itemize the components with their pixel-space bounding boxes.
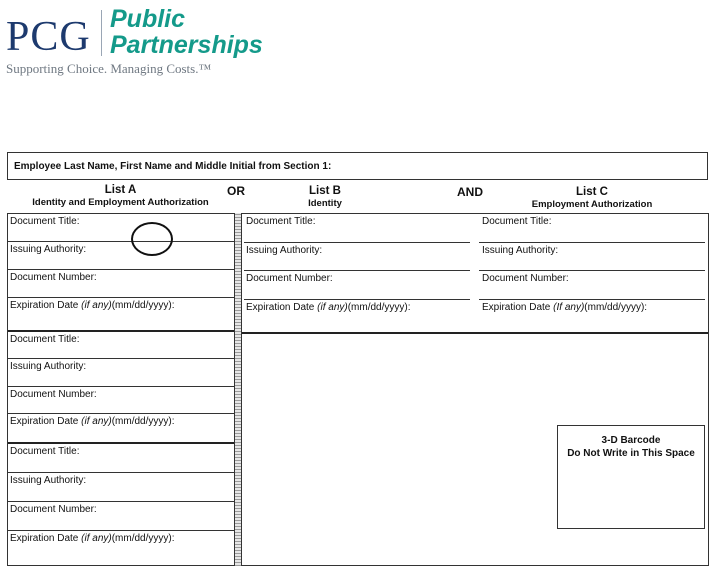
field-label: Expiration Date <box>246 302 318 313</box>
field-label: Issuing Authority: <box>10 475 87 486</box>
or-connector: OR <box>227 184 245 198</box>
logo-partnerships-text: Partnerships <box>110 31 263 59</box>
list-b-heading <box>245 185 405 209</box>
list-a-subtitle: Identity and Employment Authorization <box>32 197 209 208</box>
field-label-italic: (if any) <box>81 533 112 544</box>
pcg-public-partnerships-logo <box>6 4 306 80</box>
list-c-subtitle: Employment Authorization <box>531 199 653 210</box>
field-label: Document Title: <box>246 216 316 227</box>
list-c-underline <box>479 242 705 243</box>
employee-name-label: Employee Last Name, First Name and Middle Initial from Section 1: <box>14 161 332 172</box>
list-a-column <box>7 213 234 566</box>
list-b-title: List B <box>309 185 341 197</box>
field-label: Issuing Authority: <box>10 244 87 255</box>
field-label: Issuing Authority: <box>482 245 559 256</box>
document-title-field[interactable] <box>8 214 235 242</box>
list-c-document-title-field[interactable] <box>480 216 702 227</box>
list-b-document-number-field[interactable] <box>244 273 466 284</box>
barcode-box <box>557 425 705 529</box>
barcode-title: 3-D Barcode <box>601 435 661 446</box>
field-label: Document Title: <box>10 216 80 227</box>
field-label-italic: (if any) <box>81 416 112 427</box>
barcode-instruction: Do Not Write in This Space <box>567 448 695 459</box>
field-label: Document Title: <box>482 216 552 227</box>
list-b-underline <box>244 299 470 300</box>
list-a-title: List A <box>104 184 137 196</box>
field-label-tail: (mm/dd/yyyy): <box>347 302 411 313</box>
document-title-field[interactable] <box>8 444 235 473</box>
list-c-issuing-authority-field[interactable] <box>480 245 702 256</box>
list-c-heading <box>482 186 702 210</box>
field-label: Expiration Date <box>10 533 82 544</box>
expiration-date-field[interactable] <box>8 298 235 332</box>
document-number-field[interactable] <box>8 502 235 531</box>
document-number-field[interactable] <box>8 387 235 414</box>
field-label: Document Number: <box>10 272 97 283</box>
and-connector: AND <box>457 185 483 199</box>
field-label: Document Number: <box>246 273 333 284</box>
list-b-expiration-date-field[interactable] <box>244 302 466 313</box>
list-c-underline <box>479 270 705 271</box>
list-b-underline <box>244 270 470 271</box>
list-b-issuing-authority-field[interactable] <box>244 245 466 256</box>
field-label: Expiration Date <box>482 302 554 313</box>
document-title-field[interactable] <box>8 332 235 359</box>
list-c-document-number-field[interactable] <box>480 273 702 284</box>
list-b-c-bottom-rule <box>242 332 708 334</box>
field-label-tail: (mm/dd/yyyy): <box>584 302 648 313</box>
field-label: Document Number: <box>10 504 97 515</box>
field-label-tail: (mm/dd/yyyy): <box>111 300 175 311</box>
field-label: Expiration Date <box>10 416 82 427</box>
expiration-date-field[interactable] <box>8 414 235 444</box>
list-c-underline <box>479 299 705 300</box>
column-separator <box>234 213 242 566</box>
logo-divider <box>101 10 102 56</box>
field-label-tail: (mm/dd/yyyy): <box>111 533 175 544</box>
list-c-expiration-date-field[interactable] <box>480 302 702 313</box>
employee-name-field[interactable] <box>7 152 708 180</box>
field-label-italic: (if any) <box>81 300 112 311</box>
field-label: Document Title: <box>10 446 80 457</box>
expiration-date-field[interactable] <box>8 531 235 565</box>
issuing-authority-field[interactable] <box>8 473 235 502</box>
field-label-italic: (if any) <box>317 302 348 313</box>
circle-annotation <box>131 222 173 256</box>
field-label: Expiration Date <box>10 300 82 311</box>
field-label: Document Number: <box>482 273 569 284</box>
field-label: Document Number: <box>10 389 97 400</box>
list-a-heading <box>7 184 234 208</box>
issuing-authority-field[interactable] <box>8 359 235 387</box>
list-b-document-title-field[interactable] <box>244 216 466 227</box>
list-b-subtitle: Identity <box>308 198 342 209</box>
field-label-tail: (mm/dd/yyyy): <box>111 416 175 427</box>
list-c-title: List C <box>576 186 608 198</box>
document-number-field[interactable] <box>8 270 235 298</box>
logo-public-text: Public <box>110 5 186 33</box>
field-label: Issuing Authority: <box>246 245 323 256</box>
field-label: Document Title: <box>10 334 80 345</box>
logo-tagline: Supporting Choice. Managing Costs.™ <box>6 61 212 76</box>
list-b-underline <box>244 242 470 243</box>
issuing-authority-field[interactable] <box>8 242 235 270</box>
field-label-italic: (If any) <box>553 302 585 313</box>
field-label: Issuing Authority: <box>10 361 87 372</box>
logo-pcg-text: PCG <box>6 14 91 60</box>
